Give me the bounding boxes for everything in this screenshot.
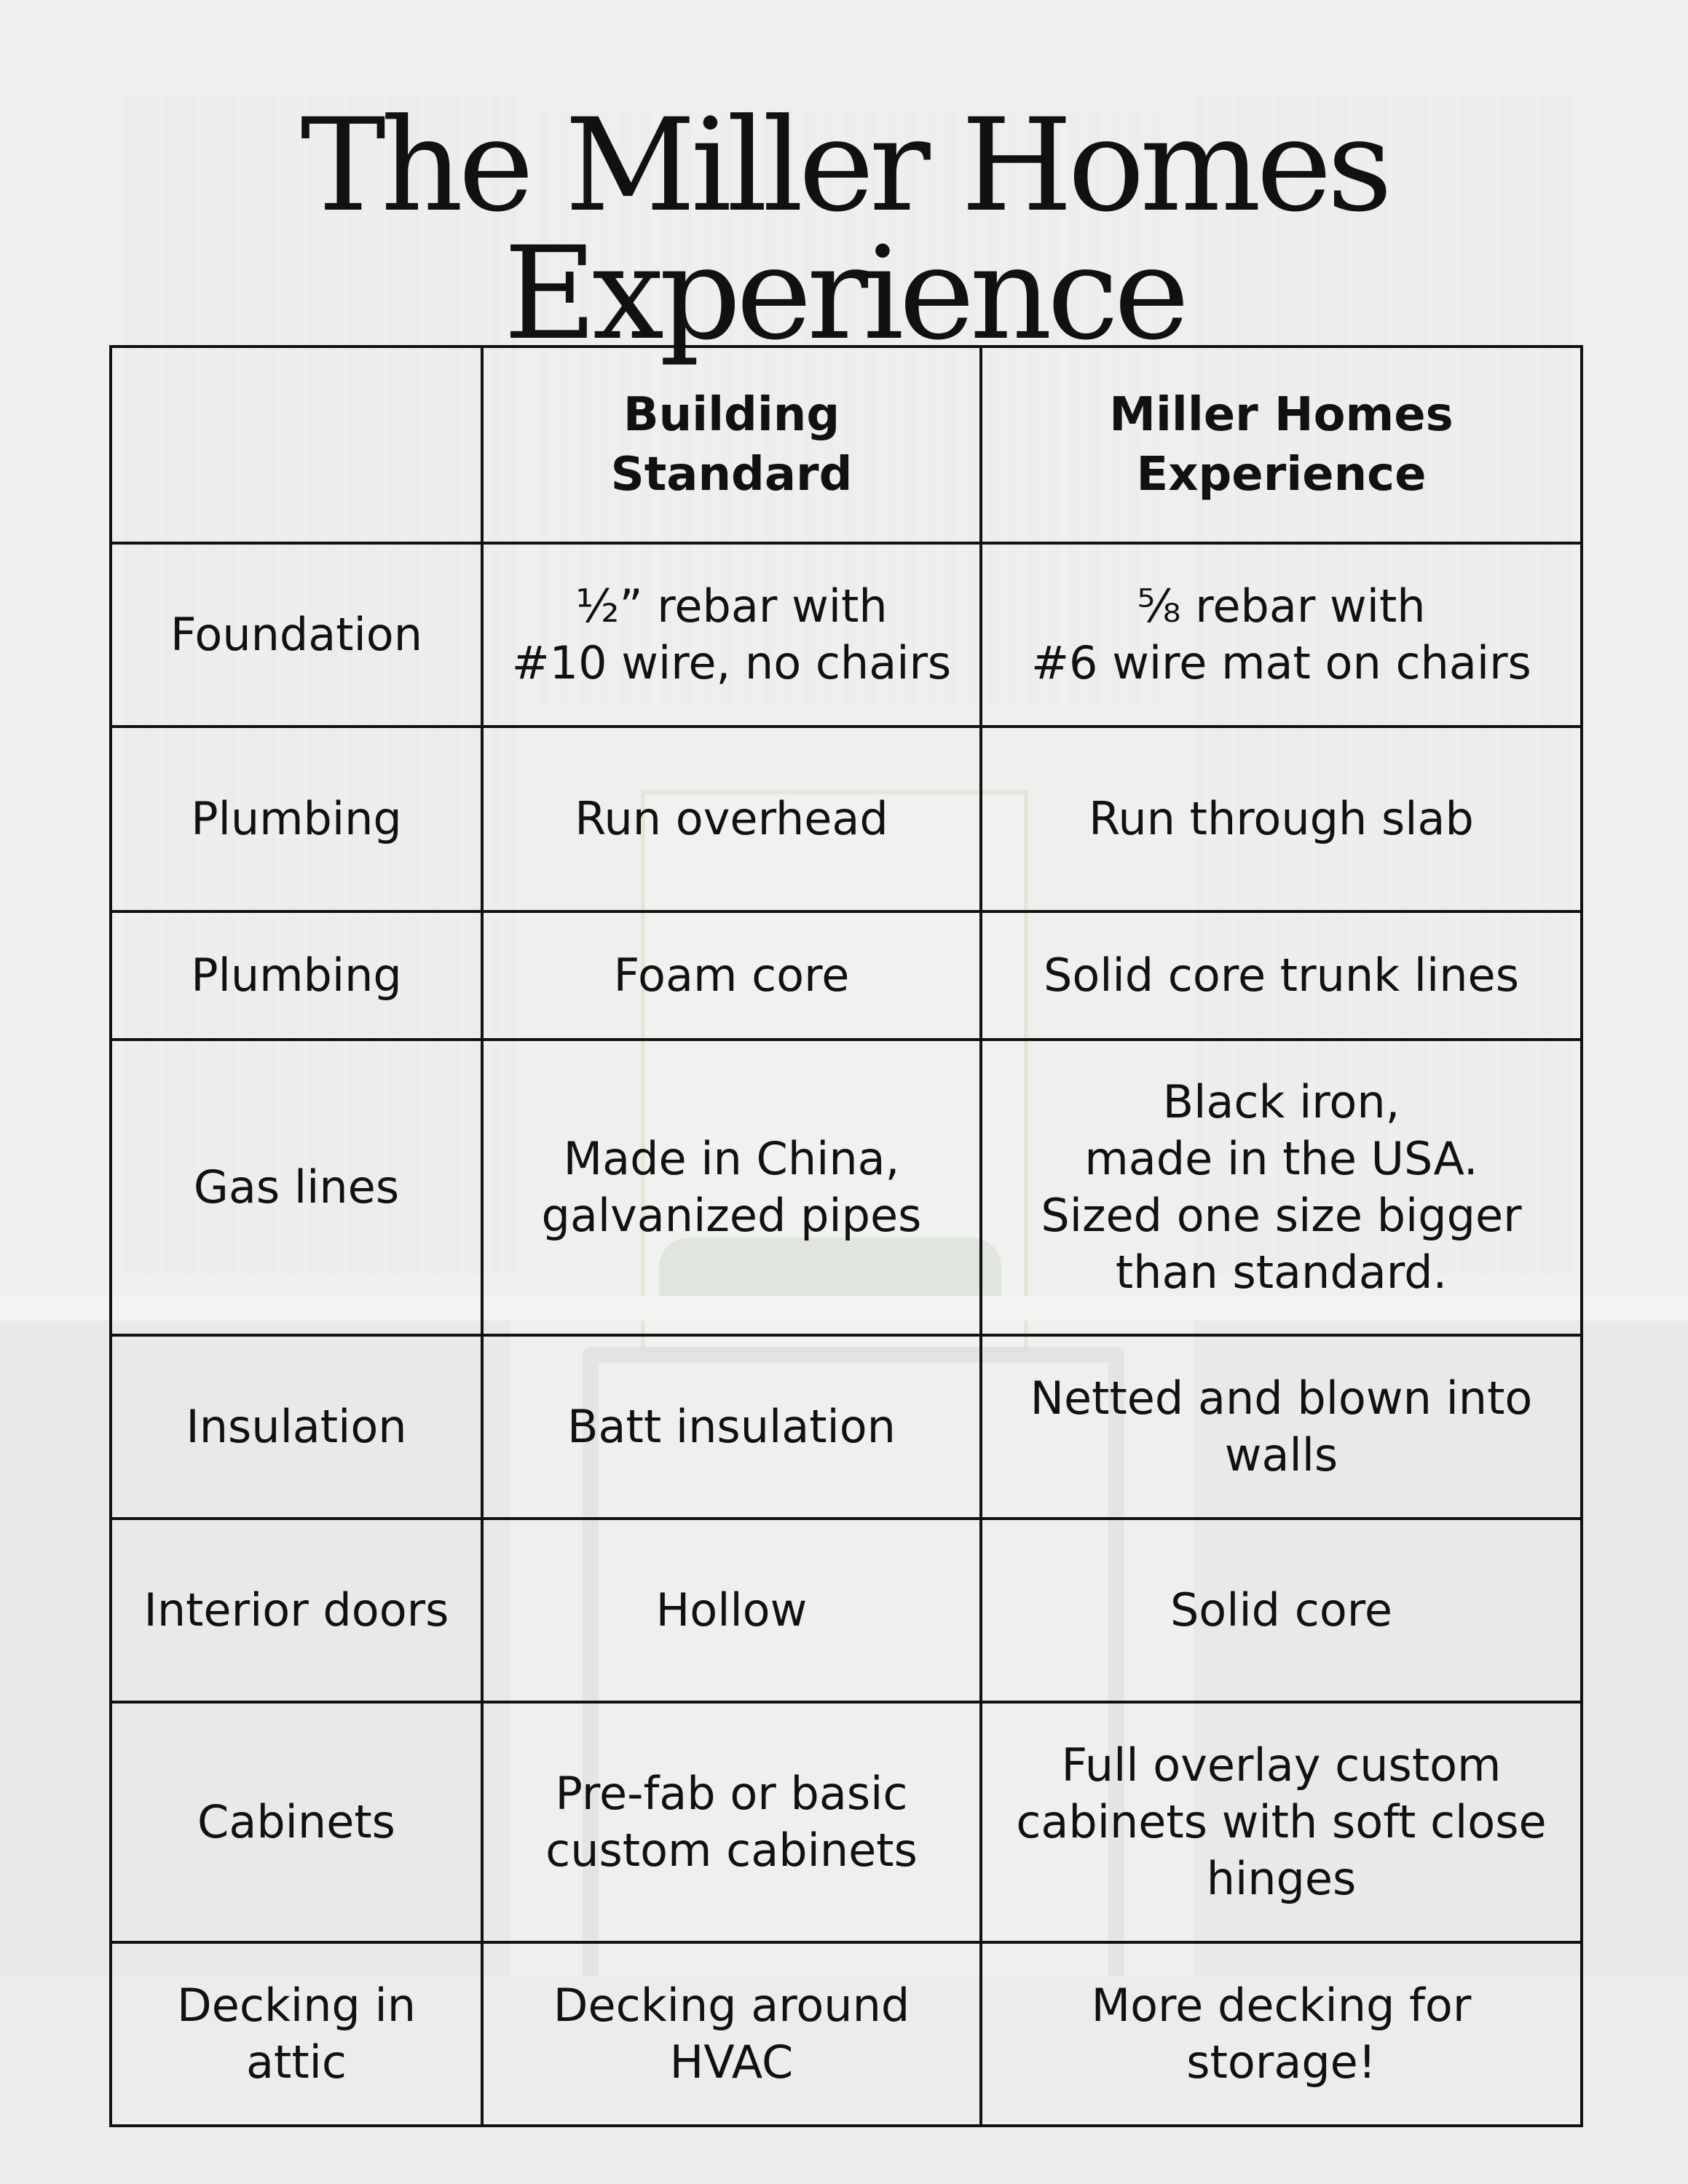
row-standard: ½” rebar with #10 wire, no chairs [482, 543, 981, 727]
row-category: Plumbing [111, 911, 482, 1040]
row-miller: Black iron, made in the USA. Sized one size bigger than standard. [981, 1040, 1582, 1335]
page-title: The Miller Homes Experience [300, 91, 1388, 368]
row-standard: Pre-fab or basic custom cabinets [482, 1702, 981, 1942]
row-category: Plumbing [111, 727, 482, 911]
header-building-standard: Building Standard [482, 347, 981, 543]
table-row [111, 727, 1582, 911]
comparison-table [109, 345, 1583, 2127]
row-miller: More decking for storage! [981, 1942, 1582, 2126]
row-category: Interior doors [111, 1519, 482, 1702]
table-row [111, 1702, 1582, 1942]
row-category: Cabinets [111, 1702, 482, 1942]
header-row [111, 347, 1582, 543]
table-row [111, 1335, 1582, 1519]
row-category: Insulation [111, 1335, 482, 1519]
header-blank [111, 347, 482, 543]
table-row [111, 1942, 1582, 2126]
row-miller: Full overlay custom cabinets with soft close hinges [981, 1702, 1582, 1942]
row-miller: ⅝ rebar with #6 wire mat on chairs [981, 543, 1582, 727]
row-category: Decking in attic [111, 1942, 482, 2126]
table-row [111, 1519, 1582, 1702]
row-miller: Netted and blown into walls [981, 1335, 1582, 1519]
row-miller: Solid core trunk lines [981, 911, 1582, 1040]
row-standard: Foam core [482, 911, 981, 1040]
row-category: Gas lines [111, 1040, 482, 1335]
row-standard: Made in China, galvanized pipes [482, 1040, 981, 1335]
header-miller-homes-experience: Miller Homes Experience [981, 347, 1582, 543]
row-standard: Hollow [482, 1519, 981, 1702]
row-standard: Decking around HVAC [482, 1942, 981, 2126]
table-row [111, 911, 1582, 1040]
table-row [111, 1040, 1582, 1335]
row-category: Foundation [111, 543, 482, 727]
row-miller: Solid core [981, 1519, 1582, 1702]
row-standard: Run overhead [482, 727, 981, 911]
row-miller: Run through slab [981, 727, 1582, 911]
row-standard: Batt insulation [482, 1335, 981, 1519]
table-row [111, 543, 1582, 727]
